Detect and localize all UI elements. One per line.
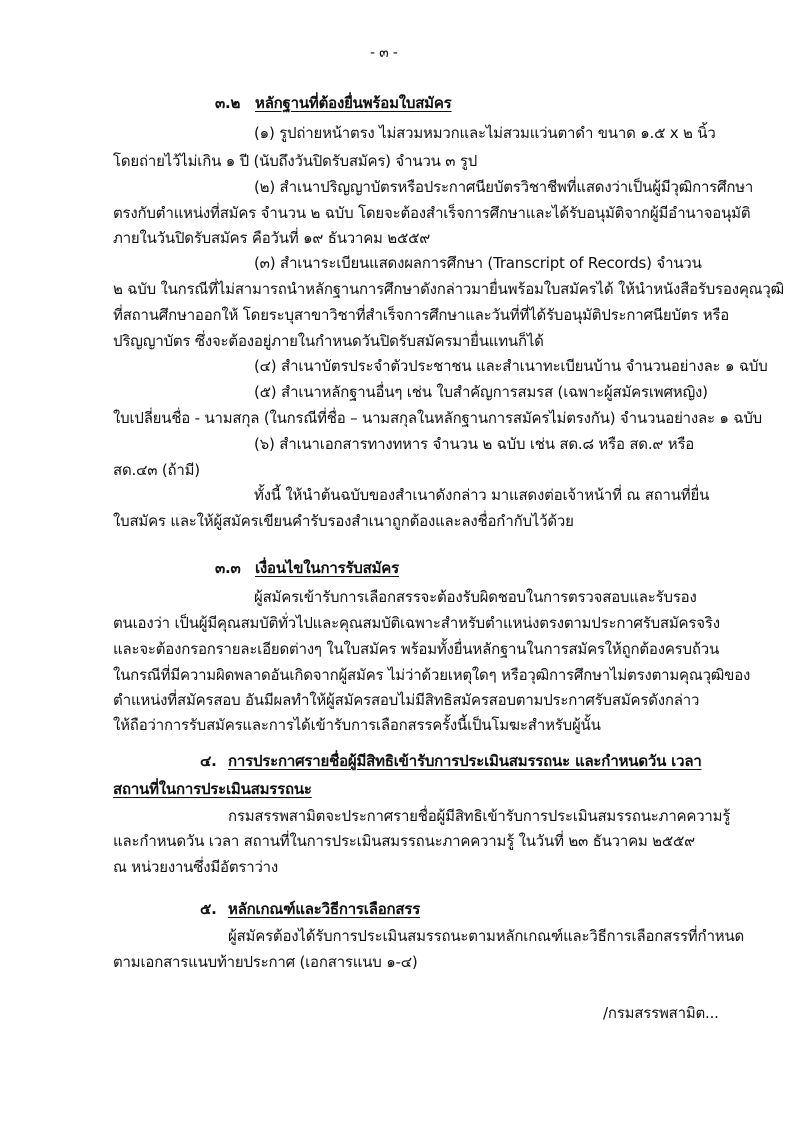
s32-item1-line2: โดยถ่ายไว้ไม่เกิน ๑ ปี (นับถึงวันปิดรับสมัคร) จำนวน ๓ รูป (113, 152, 478, 170)
s4-line1: กรมสรรพสามิตจะประกาศรายชื่อผู้มีสิทธิเข้ารับการประเมินสมรรถนะภาคความรู้ (228, 807, 731, 825)
section-5-heading: หลักเกณฑ์และวิธีการเลือกสรร (228, 900, 421, 918)
s33-line4: ในกรณีที่มีความผิดพลาดอันเกิดจากผู้สมัคร ไม่ว่าด้วยเหตุใดๆ หรือวุฒิการศึกษาไม่ตรงตามคุณวุฒิของ (113, 666, 751, 684)
s32-item3-line2: ๒ ฉบับ ในกรณีที่ไม่สามารถนำหลักฐานการศึกษาดังกล่าวมายื่นพร้อมใบสมัครได้ ให้นำหนังสือรับรองคุณวุฒิ (113, 280, 784, 298)
s32-item4: (๔) สำเนาบัตรประจำตัวประชาชน และสำเนาทะเบียนบ้าน จำนวนอย่างละ ๑ ฉบับ (254, 357, 768, 375)
s33-line3: และจะต้องกรอกรายละเอียดต่างๆ ในใบสมัคร พร้อมทั้งยื่นหลักฐานในการสมัครให้ถูกต้องครบถ้วน (113, 640, 719, 658)
s33-line1: ผู้สมัครเข้ารับการเลือกสรรจะต้องรับผิดชอบในการตรวจสอบและรับรอง (254, 588, 697, 606)
s32-item2-line1: (๒) สำเนาปริญญาบัตรหรือประกาศนียบัตรวิชาชีพที่แสดงว่าเป็นผู้มีวุฒิการศึกษา (254, 178, 754, 196)
s5-line2: ตามเอกสารแนบท้ายประกาศ (เอกสารแนบ ๑-๔) (113, 953, 418, 971)
section-3-3-heading: เงื่อนไขในการรับสมัคร (255, 559, 399, 577)
s32-item3-line4: ปริญญาบัตร ซึ่งจะต้องอยู่ภายในกำหนดวันปิดรับสมัครมายื่นแทนก็ได้ (113, 332, 544, 350)
s32-item6-line2: สด.๔๓ (ถ้ามี) (113, 461, 200, 479)
s4-line2: และกำหนดวัน เวลา สถานที่ในการประเมินสมรรถนะภาคความรู้ ในวันที่ ๒๓ ธันวาคม ๒๕๕๙ (113, 832, 695, 850)
section-3-2-heading: หลักฐานที่ต้องยื่นพร้อมใบสมัคร (255, 94, 452, 112)
s32-item5-line2: ใบเปลี่ยนชื่อ - นามสกุล (ในกรณีที่ชื่อ – นามสกุลในหลักฐานการสมัครไม่ตรงกัน) จำนวนอย่างละ ๑ ฉบับ (113, 409, 762, 427)
s32-item5-line1: (๕) สำเนาหลักฐานอื่นๆ เช่น ใบสำคัญการสมรส (เฉพาะผู้สมัครเพศหญิง) (254, 383, 708, 401)
s5-line1: ผู้สมัครต้องได้รับการประเมินสมรรถนะตามหลักเกณฑ์และวิธีการเลือกสรรที่กำหนด (228, 927, 745, 945)
s32-item6-line1: (๖) สำเนาเอกสารทางทหาร จำนวน ๒ ฉบับ เช่น สด.๘ หรือ สด.๙ หรือ (254, 435, 695, 453)
section-4-number: ๔. (200, 752, 217, 770)
section-4-heading-line1: การประกาศรายชื่อผู้มีสิทธิเข้ารับการประเมินสมรรถนะ และกำหนดวัน เวลา (228, 752, 702, 770)
s32-item2-line2: ตรงกับตำแหน่งที่สมัคร จำนวน ๒ ฉบับ โดยจะต้องสำเร็จการศึกษาและได้รับอนุมัติจากผู้มีอำนาจอนุมัติ (113, 204, 751, 222)
continuation-text: /กรมสรรพสามิต... (603, 1004, 719, 1022)
section-3-2-number: ๓.๒ (215, 94, 241, 112)
s32-item2-line3: ภายในวันปิดรับสมัคร คือวันที่ ๑๙ ธันวาคม ๒๕๕๙ (113, 229, 431, 247)
section-4-heading-line2: สถานที่ในการประเมินสมรรถนะ (113, 780, 312, 798)
s32-item1-line1: (๑) รูปถ่ายหน้าตรง ไม่สวมหมวกและไม่สวมแว่นตาดำ ขนาด ๑.๕ x ๒ นิ้ว (254, 124, 716, 142)
s33-line6: ให้ถือว่าการรับสมัครและการได้เข้ารับการเลือกสรรครั้งนี้เป็นโมฆะสำหรับผู้นั้น (113, 716, 601, 734)
section-3-3-number: ๓.๓ (215, 559, 241, 577)
section-5-number: ๕. (200, 900, 217, 918)
s32-item3-line1: (๓) สำเนาระเบียนแสดงผลการศึกษา (Transcript of Records) จำนวน (254, 254, 702, 272)
s32-item3-line3: ที่สถานศึกษาออกให้ โดยระบุสาขาวิชาที่สำเร็จการศึกษาและวันที่ที่ได้รับอนุมัติประกาศนียบัตร หรือ (113, 306, 730, 324)
s33-line5: ตำแหน่งที่สมัครสอบ อันมีผลทำให้ผู้สมัครสอบไม่มีสิทธิสมัครสอบตามประกาศรับสมัครดังกล่าว (113, 691, 700, 709)
s32-note-line2: ใบสมัคร และให้ผู้สมัครเขียนคำรับรองสำเนาถูกต้องและลงชื่อกำกับไว้ด้วย (113, 512, 574, 530)
s32-note-line1: ทั้งนี้ ให้นำต้นฉบับของสำเนาดังกล่าว มาแสดงต่อเจ้าหน้าที่ ณ สถานที่ยื่น (254, 486, 710, 504)
s4-line3: ณ หน่วยงานซึ่งมีอัตราว่าง (113, 858, 279, 876)
s33-line2: ตนเองว่า เป็นผู้มีคุณสมบัติทั่วไปและคุณสมบัติเฉพาะสำหรับตำแหน่งตรงตามประกาศรับสมัครจริง (113, 614, 720, 632)
page-number: - ๓ - (370, 45, 398, 61)
